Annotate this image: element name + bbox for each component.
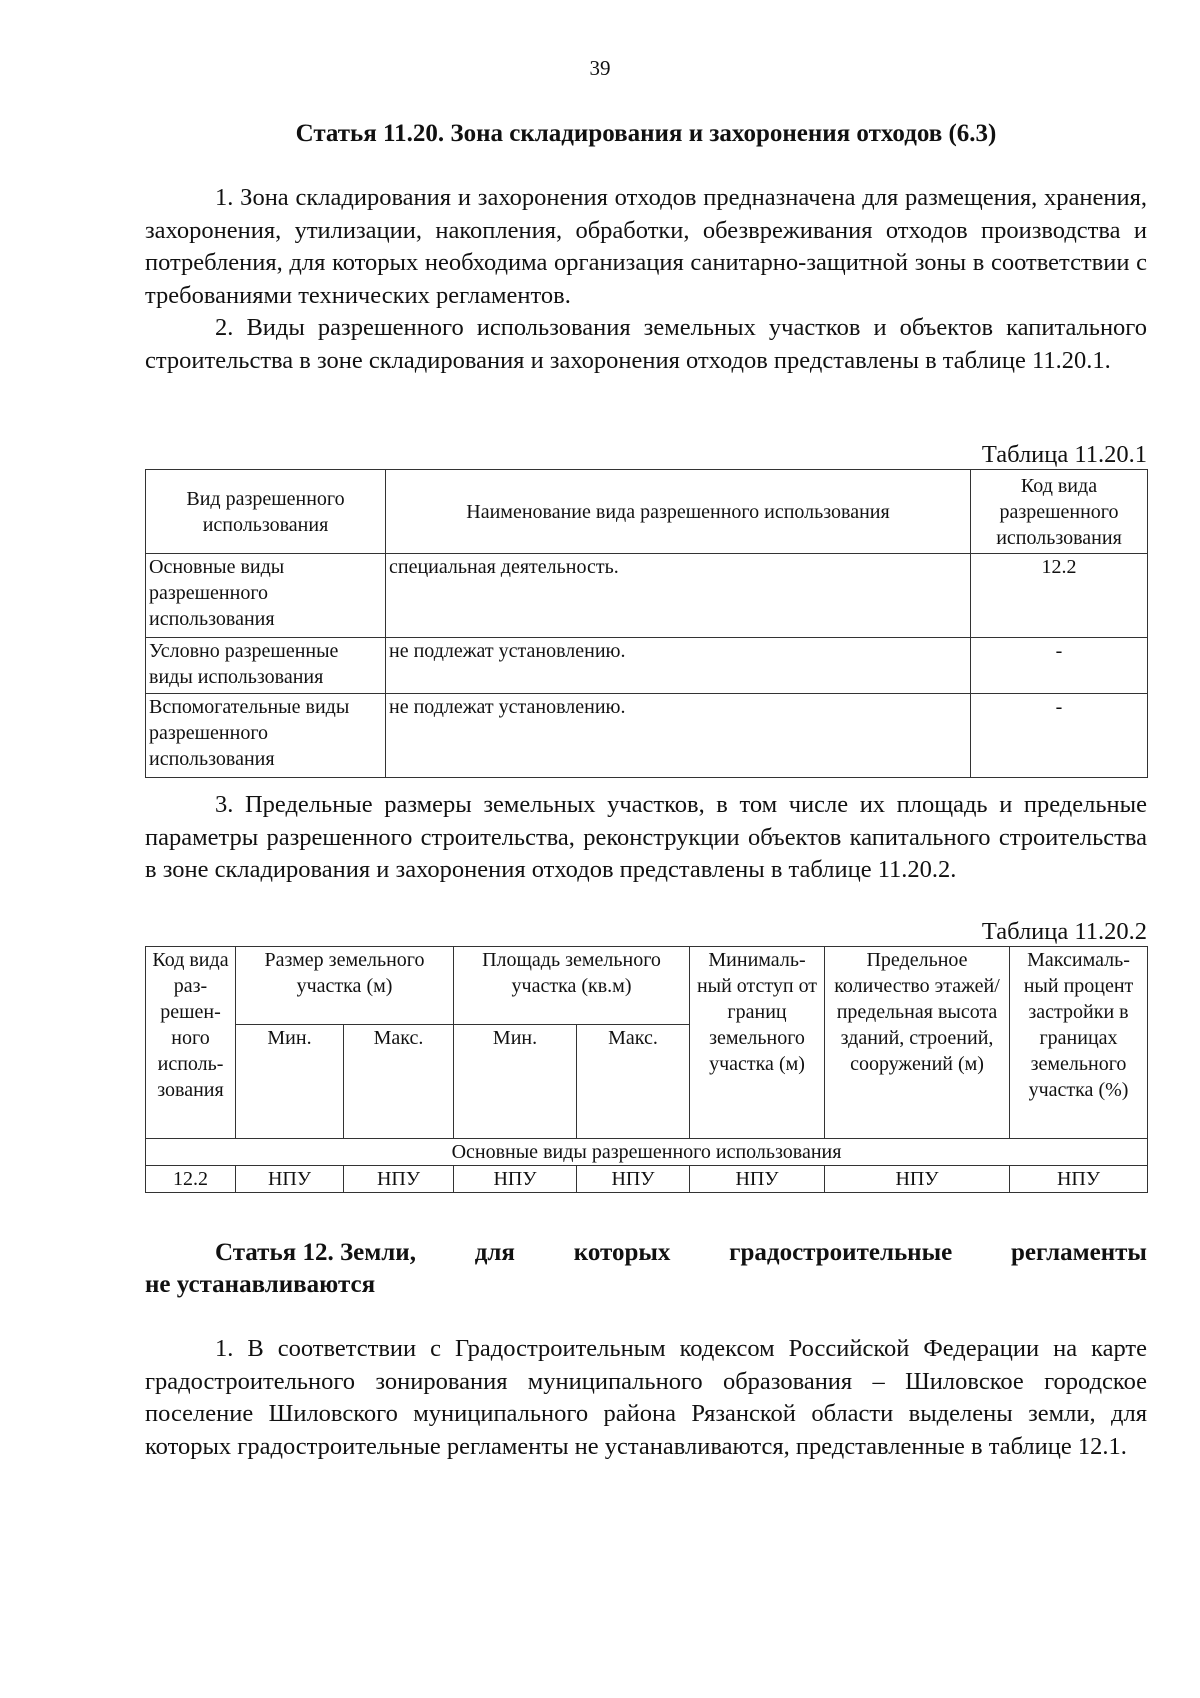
value-cell: НПУ [1010, 1166, 1148, 1193]
article-11-20-title-block [145, 118, 1147, 150]
use-name-cell: специальная деятельность. [386, 554, 971, 638]
title-word: которых [573, 1239, 671, 1266]
table-11-20-2-block [145, 918, 1147, 1193]
header-area-max: Макс. [577, 1025, 690, 1139]
section-label: Основные виды разрешенного использования [146, 1139, 1148, 1166]
article-11-20-body [145, 182, 1147, 377]
page-number: 39 [589, 56, 611, 80]
value-cell: НПУ [690, 1166, 825, 1193]
table-header-row [146, 470, 1148, 554]
paragraph-1: 1. Зона складирования и захоронения отходов предназначена для размещения, хранения, захоронения, утилизации, накопления, обработки, обезвреживания отходов производства и потребления, для которых необходима организация санитарно-защитной зоны в соответствии с требованиями технических регламентов. [145, 184, 1147, 309]
table-caption: Таблица 11.20.1 [981, 441, 1147, 468]
header-cell: Наименование вида разрешенного использования [386, 470, 971, 554]
use-type-cell: Вспомогательные виды разрешенного использования [146, 694, 386, 778]
table-row [146, 1166, 1148, 1193]
article-title-line-2: не устанавливаются [145, 1271, 376, 1298]
paragraph-2: 2. Виды разрешенного использования земельных участков и объектов капитального строительства в зоне складирования и захоронения отходов представлены в таблице 11.20.1. [145, 314, 1147, 374]
article-title: Статья 11.20. Зона складирования и захоронения отходов (6.3) [295, 120, 997, 147]
article-12-title-block [145, 1237, 1147, 1301]
header-code: Код вида раз-решен-ного исполь-зования [146, 947, 236, 1139]
use-type-cell: Основные виды разрешенного использования [146, 554, 386, 638]
header-area-min: Мин. [454, 1025, 577, 1139]
use-code-cell: - [971, 694, 1148, 778]
title-word: для [474, 1239, 515, 1266]
value-cell: НПУ [577, 1166, 690, 1193]
table-caption: Таблица 11.20.2 [981, 918, 1147, 945]
table-row [146, 638, 1148, 694]
use-name-cell: не подлежат установлению. [386, 694, 971, 778]
use-code-cell: 12.2 [971, 554, 1148, 638]
header-coverage: Максималь-ный процент застройки в границах земельного участка (%) [1010, 947, 1148, 1139]
article-11-20-body-2 [145, 789, 1147, 887]
value-cell: НПУ [825, 1166, 1010, 1193]
header-size-max: Макс. [344, 1025, 454, 1139]
paragraph-1: 1. В соответствии с Градостроительным кодексом Российской Федерации на карте градостроительного зонирования муниципального образования – Шиловское городское поселение Шиловского муниципального района Рязанской области выделены земли, для которых градостроительные регламенты не устанавливаются, представленные в таблице 12.1. [145, 1335, 1147, 1460]
title-word: регламенты [1011, 1239, 1147, 1266]
paragraph-3: 3. Предельные размеры земельных участков, в том числе их площадь и предельные параметры разрешенного строительства, реконструкции объектов капитального строительства в зоне складирования и захоронения отходов представлены в таблице 11.20.2. [145, 791, 1147, 883]
header-cell: Вид разрешенного использования [146, 470, 386, 554]
header-cell: Код вида разрешенного использования [971, 470, 1148, 554]
value-cell: НПУ [344, 1166, 454, 1193]
parameters-table [145, 946, 1148, 1193]
table-section-row [146, 1139, 1148, 1166]
use-name-cell: не подлежат установлению. [386, 638, 971, 694]
value-cell: 12.2 [146, 1166, 236, 1193]
value-cell: НПУ [236, 1166, 344, 1193]
use-code-cell: - [971, 638, 1148, 694]
article-title [145, 1237, 1147, 1269]
table-row [146, 554, 1148, 638]
table-11-20-1-block [145, 441, 1147, 778]
article-12-body [145, 1333, 1147, 1463]
header-setback: Минималь-ный отступ от границ земельного участка (м) [690, 947, 825, 1139]
value-cell: НПУ [454, 1166, 577, 1193]
header-size: Размер земельного участка (м) [236, 947, 454, 1025]
title-word: градостроительные [729, 1239, 953, 1266]
table-header-row [146, 947, 1148, 1025]
use-type-cell: Условно разрешенные виды использования [146, 638, 386, 694]
title-word: Статья 12. Земли, [215, 1239, 416, 1266]
header-floors: Предельное количество этажей/ предельная высота зданий, строений, сооружений (м) [825, 947, 1010, 1139]
header-area: Площадь земельного участка (кв.м) [454, 947, 690, 1025]
table-row [146, 694, 1148, 778]
header-size-min: Мин. [236, 1025, 344, 1139]
permitted-use-table [145, 469, 1148, 778]
